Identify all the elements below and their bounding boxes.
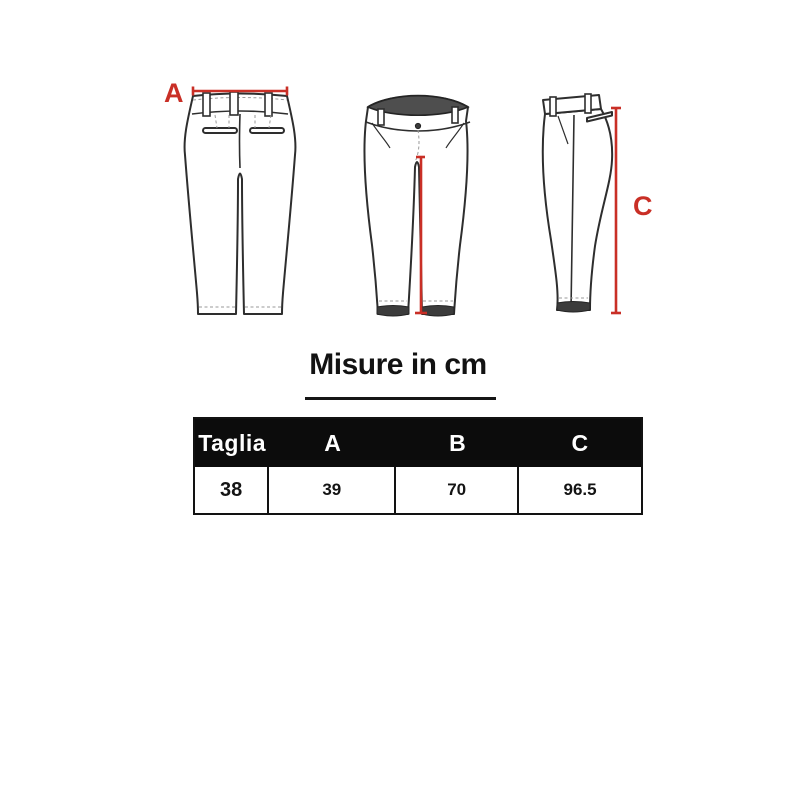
size-table-row bbox=[195, 467, 641, 513]
size-table bbox=[193, 417, 643, 515]
belt-loop bbox=[452, 107, 458, 123]
belt-loop bbox=[230, 92, 238, 115]
center-back-seam bbox=[240, 114, 241, 168]
size-table-header-taglia: Taglia bbox=[198, 429, 267, 456]
pants-front-body bbox=[364, 96, 470, 316]
title-underline bbox=[305, 397, 496, 400]
measurement-label-a: A bbox=[164, 78, 184, 108]
pants-back-view-drawing bbox=[175, 83, 305, 323]
waist-button bbox=[415, 123, 420, 128]
size-table-header-a: A bbox=[324, 429, 342, 456]
back-pocket-left bbox=[203, 128, 237, 133]
pants-side-body bbox=[543, 94, 612, 312]
hem-opening bbox=[557, 302, 590, 313]
size-value-taglia: 38 bbox=[195, 467, 269, 513]
belt-loop bbox=[550, 97, 556, 116]
size-table-header-c: C bbox=[571, 429, 589, 456]
pants-back-body bbox=[185, 92, 296, 314]
hem-opening-right bbox=[422, 306, 454, 317]
pants-side-silhouette bbox=[543, 109, 612, 310]
size-value-a: 39 bbox=[269, 467, 396, 513]
belt-loop bbox=[378, 109, 384, 125]
pants-side-view-drawing bbox=[535, 88, 630, 320]
measurement-label-c: C bbox=[633, 191, 653, 221]
hem-opening-left bbox=[377, 306, 409, 317]
size-table-header-row bbox=[195, 419, 641, 467]
size-table-header-b: B bbox=[449, 429, 467, 456]
page-title: Misure in cm bbox=[309, 348, 487, 381]
pants-front-view-drawing bbox=[358, 85, 478, 323]
belt-loop bbox=[265, 93, 272, 116]
side-length-measure-line-c bbox=[611, 108, 621, 313]
size-value-c: 96.5 bbox=[563, 480, 597, 499]
size-value-b: 70 bbox=[396, 467, 519, 513]
back-pocket-right bbox=[250, 128, 284, 133]
belt-loop bbox=[585, 94, 591, 113]
belt-loop bbox=[203, 93, 210, 116]
